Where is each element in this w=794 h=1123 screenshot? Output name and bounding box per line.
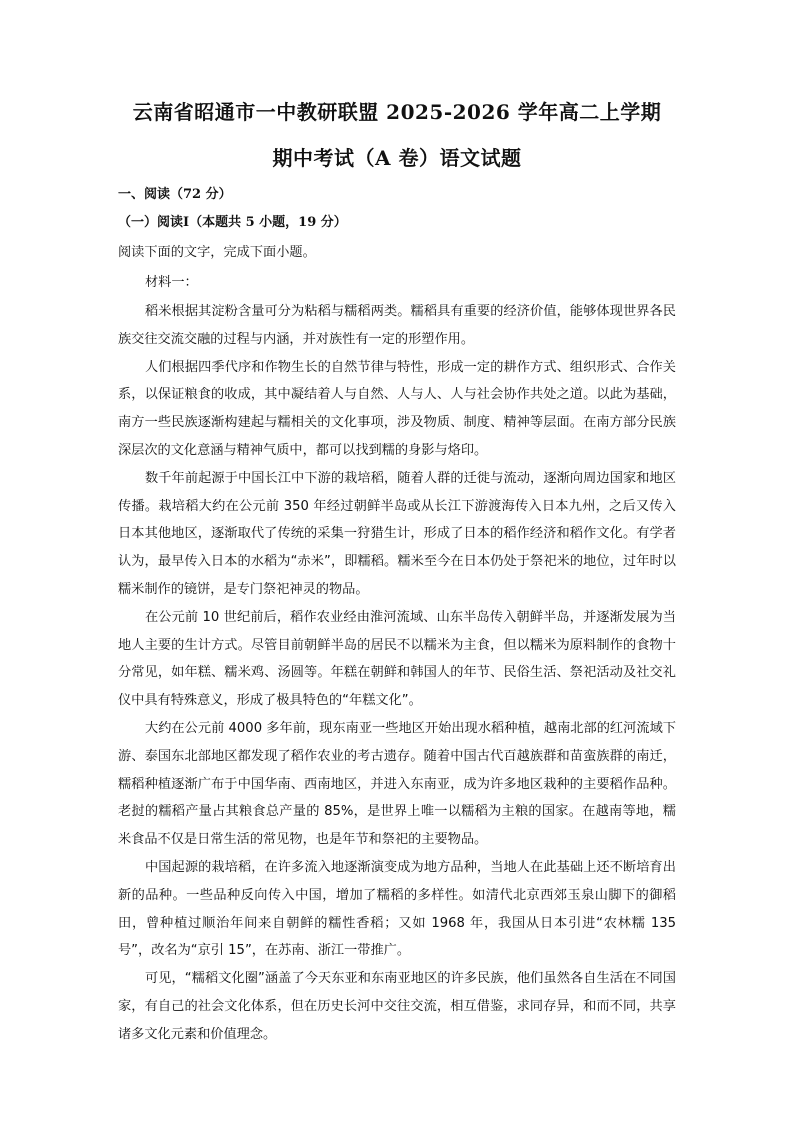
reading-section bbox=[118, 182, 676, 1049]
sub-heading: （一）阅读Ⅰ（本题共 5 小题，19 分） bbox=[118, 215, 347, 230]
exam-title-line2: 期中考试（A 卷）语文试题 bbox=[272, 146, 522, 170]
material-label: 材料一： bbox=[145, 275, 198, 290]
paragraph: 稻米根据其淀粉含量可分为粘稻与糯稻两类。糯稻具有重要的经济价值，能够体现世界各民族交往交流交融的过程与内涵，并对族性有一定的形塑作用。 bbox=[118, 304, 676, 347]
paragraph: 数千年前起源于中国长江中下游的栽培稻，随着人群的迁徙与流动，逐渐向周边国家和地区传播。栽培稻大约在公元前 350 年经过朝鲜半岛或从长江下游渡海传入日本九州，之后又传入日本其他地区，逐渐取代了传统的采集一狩猎生计，形成了日本的稻作经济和稻作文化。有学者认为，最早传入日本的水稻为“赤米”，即糯稻。糯米至今在日本仍处于祭祀米的地位，过年时以糯米制作的镜饼，是专门祭祀神灵的物品。 bbox=[118, 470, 676, 597]
paragraph: 大约在公元前 4000 多年前，现东南亚一些地区开始出现水稻种植，越南北部的红河流域下游、泰国东北部地区都发现了稻作农业的考古遗存。随着中国古代百越族群和苗蛮族群的南迁，糯稻种植逐渐广布于中国华南、西南地区，并进入东南亚，成为许多地区栽种的主要稻作品种。老挝的糯稻产量占其粮食总产量的 85%，是世界上唯一以糯稻为主粮的国家。在越南等地，糯米食品不仅是日常生活的常见物，也是年节和祭祀的主要物品。 bbox=[118, 720, 676, 848]
paragraph: 人们根据四季代序和作物生长的自然节律与特性，形成一定的耕作方式、组织形式、合作关系，以保证粮食的收成，其中凝结着人与自然、人与人、人与社会协作共处之道。以此为基础，南方一些民族逐渐构建起与糯相关的文化事项，涉及物质、制度、精神等层面。在南方部分民族深层次的文化意涵与精神气质中，都可以找到糯的身影与烙印。 bbox=[118, 359, 676, 458]
part-heading: 一、阅读（72 分） bbox=[118, 187, 232, 202]
instruction-text: 阅读下面的文字，完成下面小题。 bbox=[118, 245, 316, 260]
paragraph: 中国起源的栽培稻，在许多流入地逐渐演变成为地方品种，当地人在此基础上还不断培育出新的品种。一些品种反向传入中国，增加了糯稻的多样性。如清代北京西郊玉泉山脚下的御稻田，曾种植过顺治年间来自朝鲜的糯性香稻；又如 1968 年，我国从日本引进“农林糯 135 号”，改名为“京引 15”，在苏南、浙江一带推广。 bbox=[118, 859, 676, 959]
paragraph: 在公元前 10 世纪前后，稻作农业经由淮河流域、山东半岛传入朝鲜半岛，并逐渐发展为当地人主要的生计方式。尽管目前朝鲜半岛的居民不以糯米为主食，但以糯米为原料制作的食物十分常见，如年糕、糯米鸡、汤圆等。年糕在朝鲜和韩国人的年节、民俗生活、祭祀活动及社交礼仪中具有特殊意义，形成了极具特色的“年糕文化”。 bbox=[118, 609, 676, 709]
exam-title-line1: 云南省昭通市一中教研联盟 2025-2026 学年高二上学期 bbox=[132, 100, 662, 124]
paragraph: 可见，“糯稻文化圈”涵盖了今天东亚和东南亚地区的许多民族，他们虽然各自生活在不同国家，有自己的社会文化体系，但在历史长河中交往交流，相互借鉴，求同存异，和而不同，共享诸多文化元素和价值理念。 bbox=[118, 971, 676, 1042]
